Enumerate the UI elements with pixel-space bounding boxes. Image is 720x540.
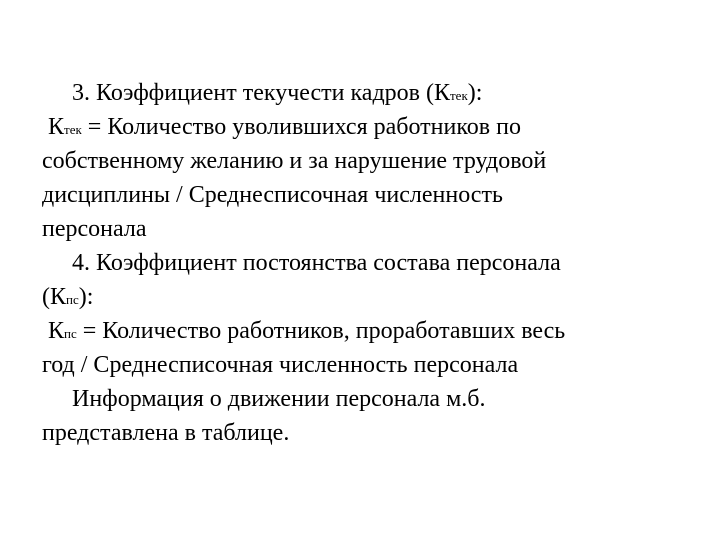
subscript-ps: пс — [66, 292, 79, 307]
formula-turnover-cont-1: собственному желанию и за нарушение трудовой — [42, 148, 547, 174]
formula-heading-stability-cont: (Кпс): — [42, 284, 94, 310]
subscript-ps: пс — [64, 326, 77, 341]
formula-stability-cont: год / Среднесписочная численность персонала — [42, 352, 519, 378]
formula-turnover: Ктек = Количество уволившихся работников по — [48, 114, 521, 140]
info-note-cont: представлена в таблице. — [42, 420, 290, 446]
formula-heading-turnover: 3. Коэффициент текучести кадров (Ктек): — [72, 80, 483, 106]
slide-text-block — [42, 76, 702, 450]
formula-stability: Кпс = Количество работников, проработавших весь — [48, 318, 566, 344]
info-note: Информация о движении персонала м.б. — [72, 386, 486, 412]
subscript-tek: тек — [64, 122, 82, 137]
formula-turnover-cont-2: дисциплины / Среднесписочная численность — [42, 182, 503, 208]
formula-heading-stability: 4. Коэффициент постоянства состава персонала — [72, 250, 561, 276]
formula-turnover-cont-3: персонала — [42, 216, 147, 242]
subscript-tek: тек — [450, 88, 468, 103]
